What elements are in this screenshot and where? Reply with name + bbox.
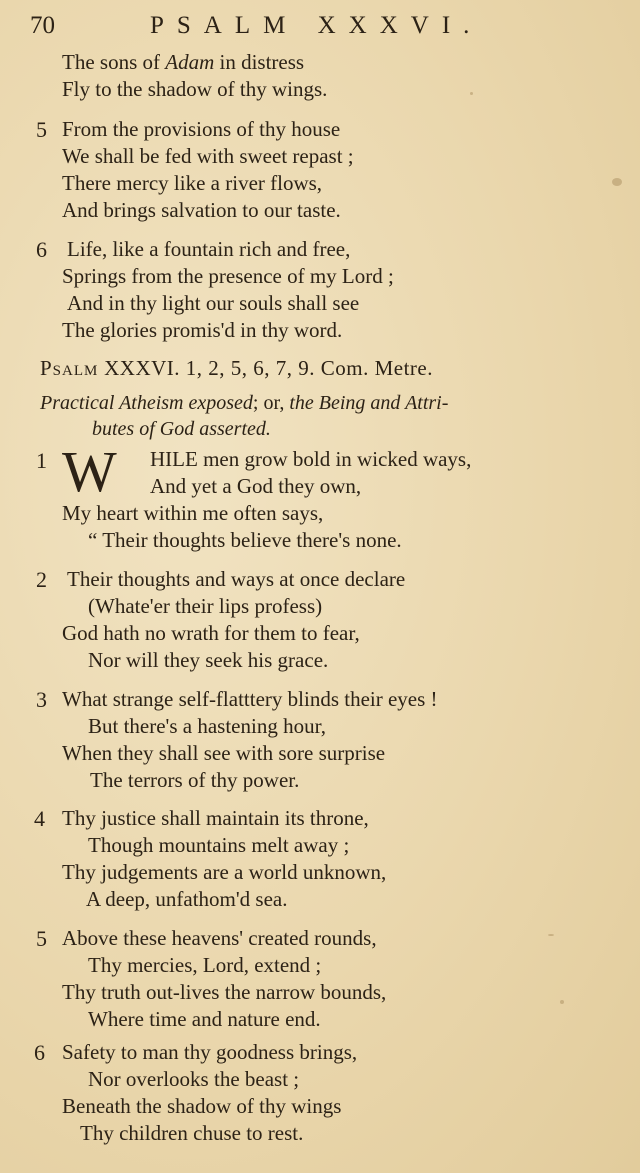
verse-line: But there's a hastening hour, [88,714,326,738]
psalm-verses: 1, 2, 5, 6, 7, 9. [185,356,316,380]
verse-line: Above these heavens' created rounds, [62,926,377,950]
verse-line: Springs from the presence of my Lord ; [62,264,394,288]
verse-line: Thy children chuse to rest. [80,1121,304,1145]
verse-line: (Whate'er their lips profess) [88,594,323,618]
verse-line: The terrors of thy power. [90,768,300,792]
verse-line: “ Their thoughts believe there's none. [88,528,402,552]
page-number: 70 [30,12,55,39]
verse-line: The glories promis'd in thy word. [62,318,343,342]
verse-line: Where time and nature end. [88,1007,321,1031]
psalm-heading [40,356,433,381]
verse-line: Thy mercies, Lord, extend ; [88,953,322,977]
verse-line: Life, like a fountain rich and free, [67,237,351,261]
verse-number: 3 [36,687,47,712]
psalm-subtitle-line-1: Practical Atheism exposed; or, the Being and Attri- [40,392,449,414]
stanza-number: 6 [36,237,47,262]
verse-line: God hath no wrath for them to fear, [62,621,360,645]
psalm-subtitle-line-2: butes of God asserted. [92,418,271,440]
verse-line: We shall be fed with sweet repast ; [62,144,354,168]
verse-number: 1 [36,448,47,473]
verse-line: And yet a God they own, [150,474,362,498]
verse-line: My heart within me often says, [62,501,324,525]
verse-line: Nor will they seek his grace. [88,648,329,672]
verse-number: 2 [36,567,47,592]
carryover-line-1: The sons of Adam in distress [62,50,305,74]
verse-number: 5 [36,926,47,951]
verse-number: 4 [34,806,45,831]
verse-line: Though mountains melt away ; [88,833,350,857]
verse-line: Thy judgements are a world unknown, [62,860,387,884]
verse-line: What strange self-flatttery blinds their eyes ! [62,687,438,711]
paper-stain [470,92,473,95]
verse-line: Safety to man thy goodness brings, [62,1040,358,1064]
psalm-metre: Com. Metre. [320,356,433,380]
verse-line: There mercy like a river flows, [62,171,323,195]
verse-number: 6 [34,1040,45,1065]
verse-line: HILE men grow bold in wicked ways, [150,447,472,471]
verse-line: When they shall see with sore surprise [62,741,386,765]
page-header [0,8,640,44]
psalm-number: XXXVI. [104,356,181,380]
verse-line: From the provisions of thy house [62,117,341,141]
paper-stain [548,934,554,936]
running-title: PSALM XXXVI. [150,12,483,39]
verse-line: And brings salvation to our taste. [62,198,341,222]
verse-line: Beneath the shadow of thy wings [62,1094,342,1118]
psalm-label: Psalm [40,356,99,380]
verse-line: And in thy light our souls shall see [67,291,360,315]
carryover-line-2: Fly to the shadow of thy wings. [62,77,328,101]
stanza-number: 5 [36,117,47,142]
paper-stain [560,1000,564,1004]
verse-line: A deep, unfathom'd sea. [86,887,288,911]
drop-cap: W [62,439,117,504]
paper-stain [612,178,622,186]
verse-line: Thy truth out-lives the narrow bounds, [62,980,387,1004]
verse-line: Thy justice shall maintain its throne, [62,806,369,830]
verse-line: Their thoughts and ways at once declare [67,567,406,591]
verse-line: Nor overlooks the beast ; [88,1067,300,1091]
